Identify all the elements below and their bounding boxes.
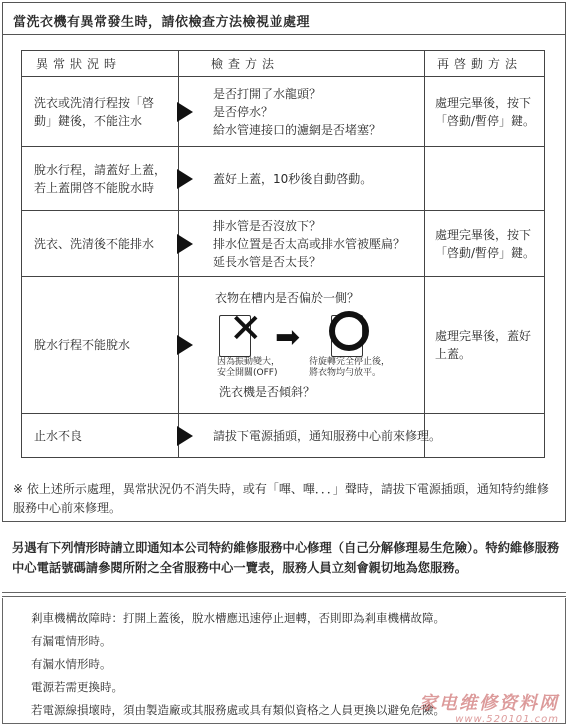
- restart-cell: [425, 414, 545, 458]
- table-header-row: [22, 51, 545, 77]
- check-item: 是否停水？: [213, 104, 274, 119]
- watermark-url: www.520101.com: [455, 714, 559, 725]
- check-item: 蓋好上蓋，10秒後自動啓動。: [213, 171, 373, 186]
- check-cell: [179, 414, 442, 458]
- troubleshooting-table: [21, 50, 545, 458]
- diagram-caption-left: 因為振動變大， 安全開關(OFF): [217, 356, 281, 378]
- restart-cell: 處理完畢後，按下「啓動/暫停」鍵。: [425, 77, 545, 147]
- check-item: 給水管連接口的濾網是否堵塞？: [213, 122, 382, 137]
- table-row: [22, 277, 545, 414]
- symptom-cell: 脫水行程，請蓋好上蓋，若上蓋開啓不能脫水時: [22, 147, 179, 211]
- restart-cell: 處理完畢後，蓋好上蓋。: [425, 277, 545, 414]
- arrow-right-icon: [177, 102, 193, 122]
- header-restart: 再啓動方法: [425, 51, 545, 77]
- footnote: ※ 依上述所示處理，異常狀況仍不消失時，或有「嗶、嗶．．．」聲時，請拔下電源插頭，通知特約維修服務中心前來修理。: [13, 482, 549, 515]
- symptom-cell: 止水不良: [22, 414, 179, 458]
- list-item: 若電源線損壞時，須由製造廠或其服務處或具有類似資格之人員更換以避免危險。: [31, 703, 445, 717]
- header-check: 檢查方法: [179, 51, 425, 77]
- arrow-right-icon: [177, 169, 193, 189]
- check-item: 排水位置是否太高或排水管被壓扁？: [213, 236, 406, 251]
- title-divider: [3, 34, 565, 35]
- table-row: [22, 414, 545, 458]
- troubleshooting-panel: [2, 2, 566, 522]
- arrow-right-icon: [177, 426, 193, 446]
- table-row: [22, 77, 545, 147]
- arrow-right-icon: [177, 234, 193, 254]
- restart-cell: [425, 147, 545, 211]
- list-item: 有漏電情形時。: [31, 634, 112, 648]
- symptom-cell: 洗衣或洗清行程按「啓動」鍵後，不能注水: [22, 77, 179, 147]
- arrow-right-icon: [177, 335, 193, 355]
- check-cell: [179, 77, 425, 147]
- check-cell: [179, 277, 425, 414]
- watermark-text: 家电维修资料网: [419, 693, 559, 714]
- list-item: 剎車機構故障時：打開上蓋後，脫水槽應迅速停止迴轉，否則即為剎車機構故障。: [31, 611, 445, 625]
- divider: [2, 596, 566, 597]
- divider: [2, 592, 566, 593]
- list-item: 有漏水情形時。: [31, 657, 112, 671]
- cross-icon: ✕: [229, 305, 263, 352]
- repair-warning: 另遇有下列情形時請立即通知本公司特約維修服務中心修理（自己分解修理易生危險）。特約維修服務中心電話號碼請參閱所附之全省服務中心一覽表，服務人員立刻會親切地為您服務。: [12, 541, 560, 575]
- diagram-question-bottom: 洗衣機是否傾斜？: [219, 384, 316, 399]
- page-title: 當洗衣機有異常發生時，請依檢查方法檢視並處理: [13, 15, 311, 30]
- header-symptom: 異常狀況時: [22, 51, 179, 77]
- symptom-cell: 脫水行程不能脫水: [22, 277, 179, 414]
- check-cell: [179, 147, 425, 211]
- watermark: [419, 694, 559, 725]
- check-item: 排水管是否沒放下？: [213, 218, 322, 233]
- check-cell: [179, 211, 425, 277]
- check-item: 是否打開了水龍頭？: [213, 86, 322, 101]
- diagram-question-top: 衣物在槽内是否偏於一側？: [215, 290, 360, 305]
- table-row: [22, 147, 545, 211]
- check-item: 延長水管是否太長？: [213, 254, 322, 269]
- diagram-caption-right: 待旋轉完全停止後， 將衣物均勻放平。: [309, 356, 391, 378]
- list-item: 電源若需更換時。: [31, 680, 123, 694]
- table-row: [22, 211, 545, 277]
- balance-diagram: [213, 283, 424, 408]
- restart-cell: 處理完畢後，按下「啓動/暫停」鍵。: [425, 211, 545, 277]
- symptom-cell: 洗衣、洗清後不能排水: [22, 211, 179, 277]
- arrow-right-icon: ➡: [275, 319, 301, 355]
- circle-ok-icon: [329, 311, 369, 351]
- check-item: 請拔下電源插頭，通知服務中心前來修理。: [213, 428, 442, 443]
